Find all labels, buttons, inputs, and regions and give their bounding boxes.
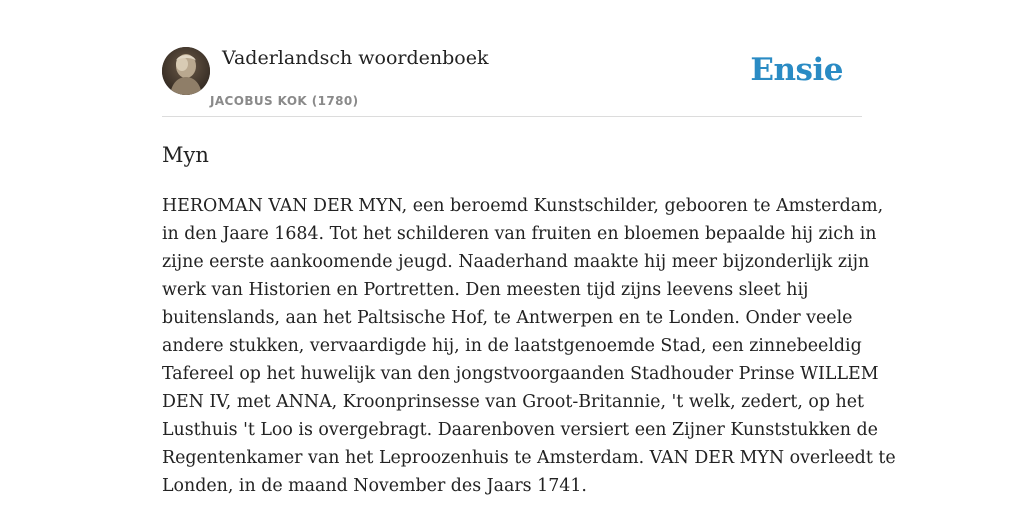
definition-line: Regentenkamer van het Leproozenhuis te Amsterdam. VAN DER MYN overleedt te: [162, 448, 896, 468]
definition-line: zijne eerste aankoomende jeugd. Naaderhand maakte hij meer bijzonderlijk zijn: [162, 252, 870, 272]
book-title[interactable]: Vaderlandsch woordenboek: [222, 47, 489, 69]
definition-line: in den Jaare 1684. Tot het schilderen van fruiten en bloemen bepaalde hij zich in: [162, 224, 877, 244]
definition-line: Londen, in de maand November des Jaars 1741.: [162, 476, 587, 496]
ensie-logo[interactable]: Ensie: [750, 52, 843, 88]
definition-line: buitenslands, aan het Paltsische Hof, te Antwerpen en te Londen. Onder veele: [162, 308, 853, 328]
author-portrait-icon[interactable]: [162, 47, 210, 95]
entry-headword: Myn: [162, 143, 209, 167]
definition-line: andere stukken, vervaardigde hij, in de laatstgenoemde Stad, een zinnebeeldig: [162, 336, 862, 356]
definition-line: Tafereel op het huwelijk van den jongstvoorgaanden Stadhouder Prinse WILLEM: [162, 364, 879, 384]
book-author[interactable]: JACOBUS KOK (1780): [210, 94, 359, 108]
definition-line: Lusthuis 't Loo is overgebragt. Daarenboven versiert een Zijner Kunststukken de: [162, 420, 878, 440]
page-header: [162, 46, 862, 117]
definition-line: HEROMAN VAN DER MYN, een beroemd Kunstschilder, gebooren te Amsterdam,: [162, 196, 884, 216]
entry-definition: [162, 192, 896, 500]
definition-line: werk van Historien en Portretten. Den meesten tijd zijns leevens sleet hij: [162, 280, 809, 300]
definition-line: DEN IV, met ANNA, Kroonprinsesse van Groot-Britannie, 't welk, zedert, op het: [162, 392, 865, 412]
